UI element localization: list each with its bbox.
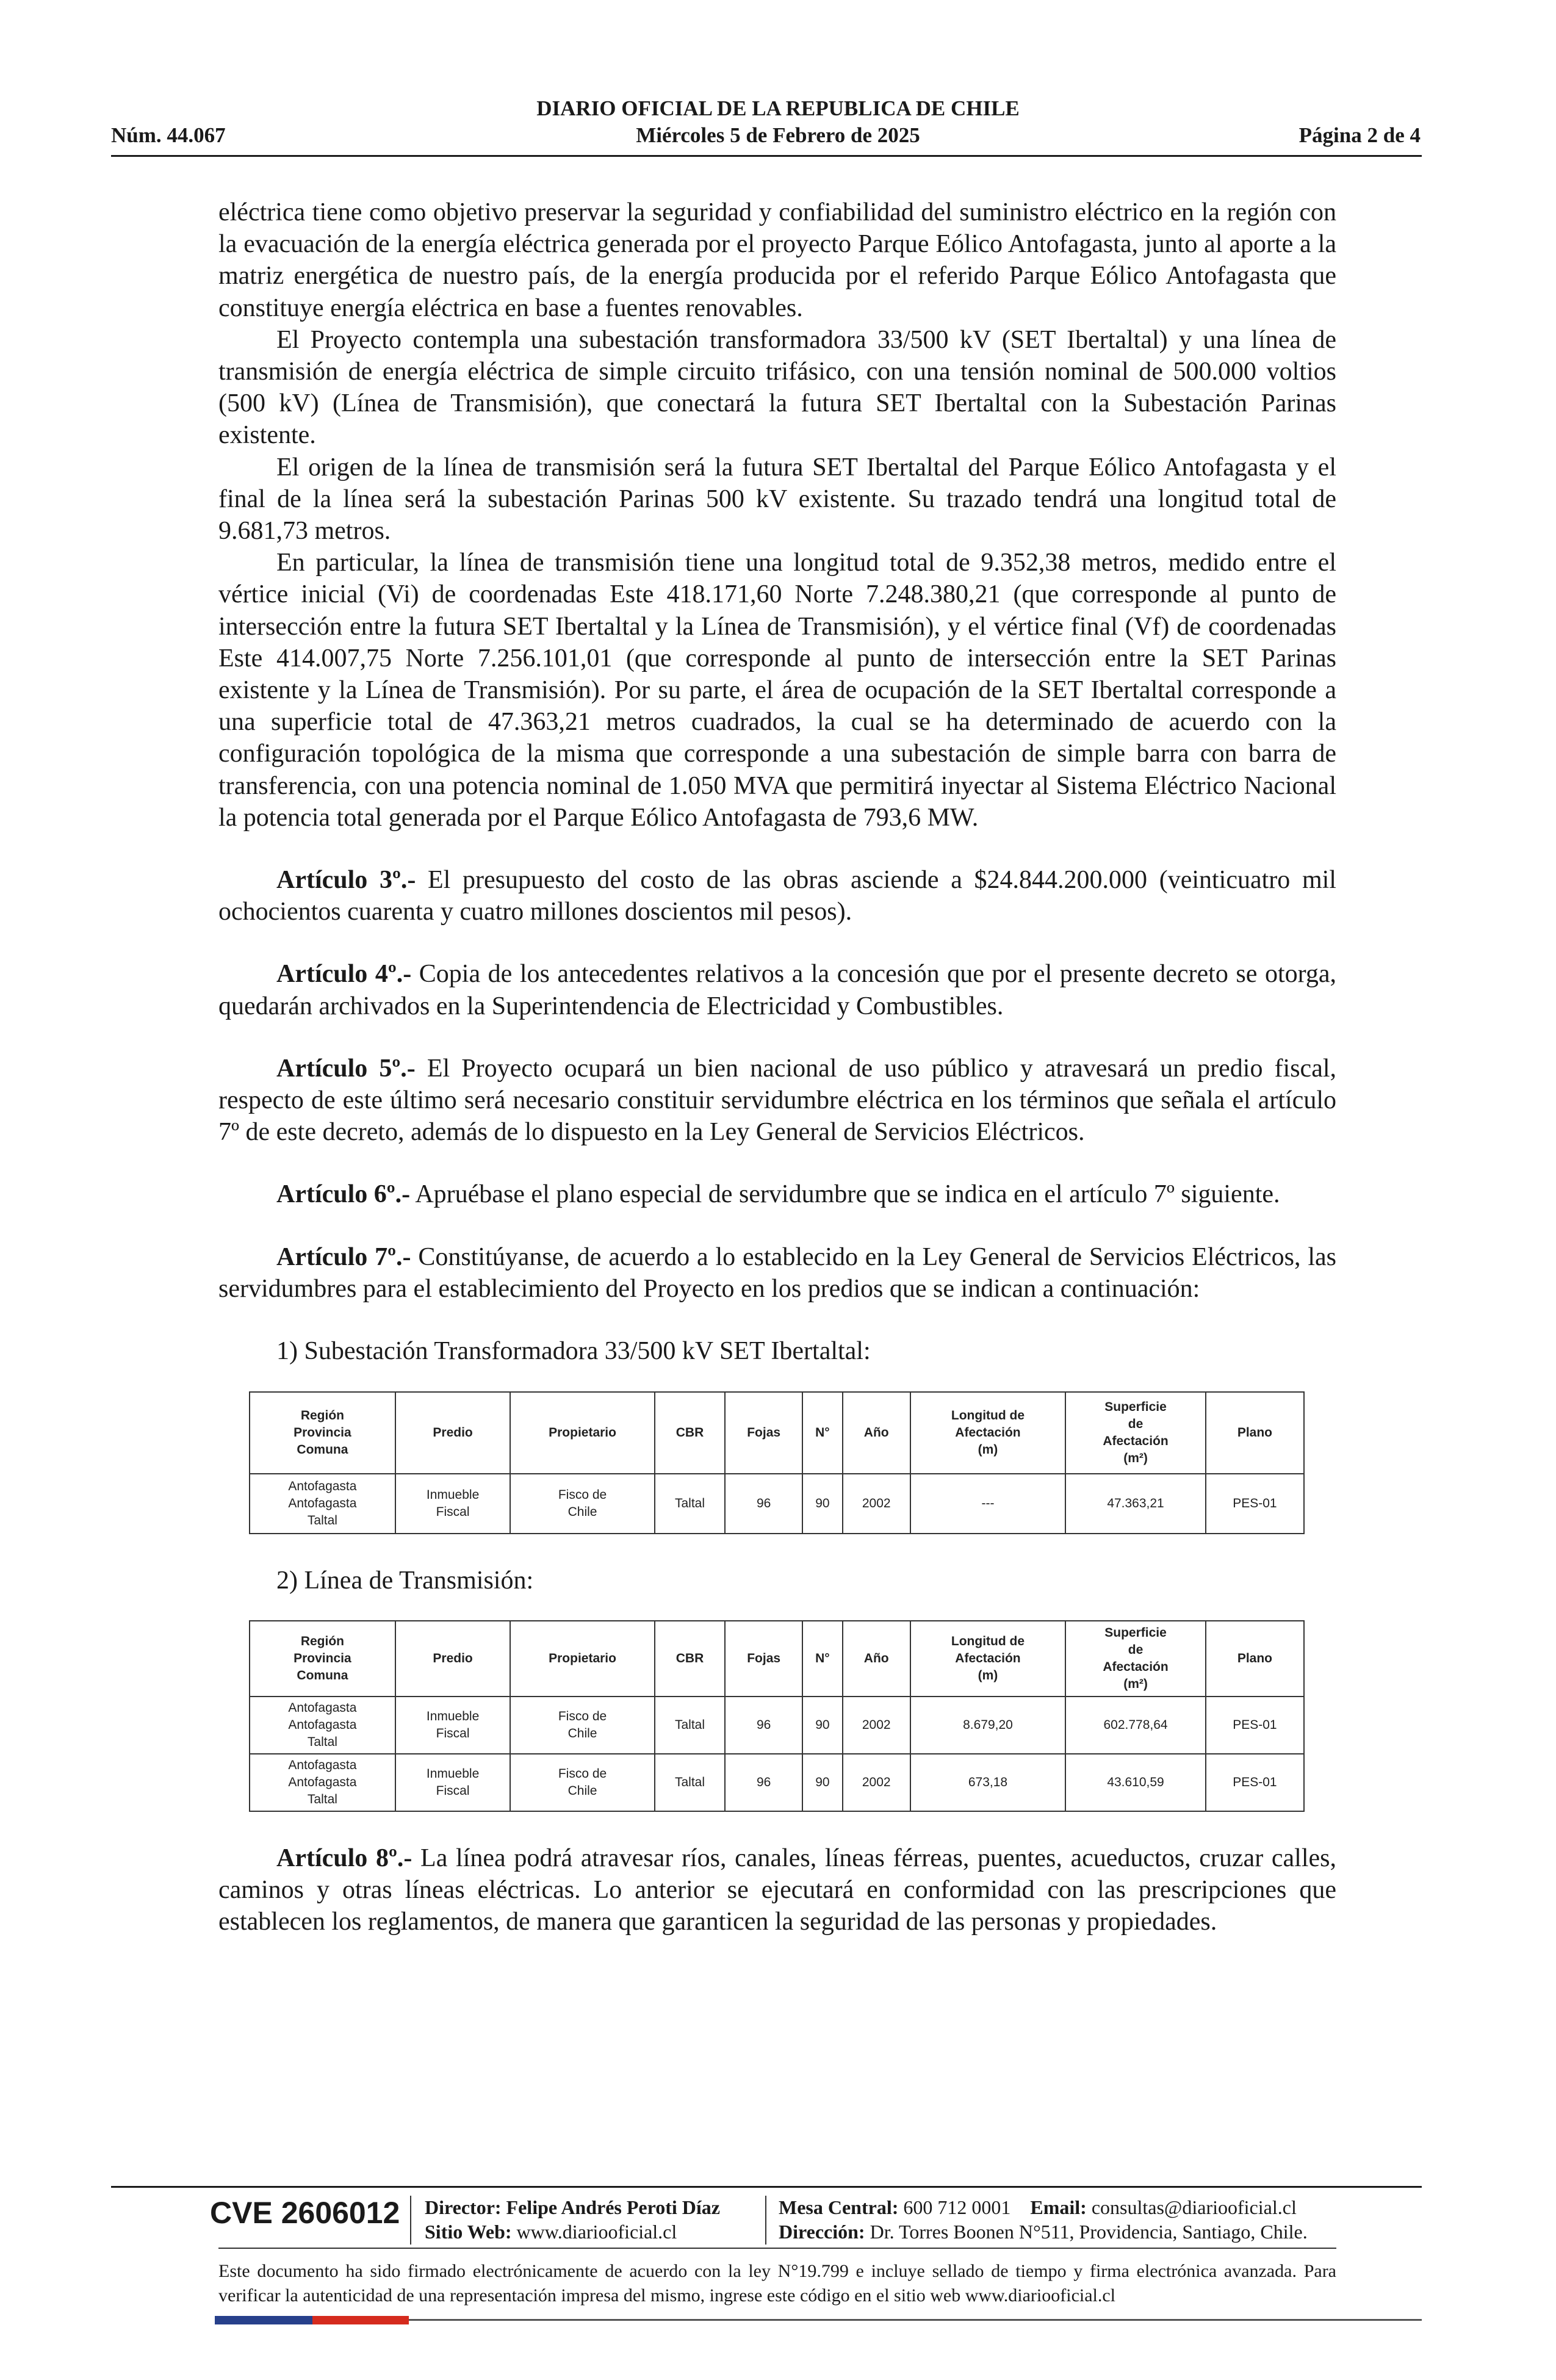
col-fojas: Fojas: [725, 1621, 802, 1697]
cell-plano: PES-01: [1206, 1697, 1304, 1754]
article-text: El presupuesto del costo de las obras asciende a $24.844.200.000 (veinticuatro mil ochocientos cuarenta y cuatro millones doscientos mil pesos).: [218, 866, 1336, 926]
flag-stripe-red: [312, 2316, 409, 2324]
header-divider: [111, 155, 1422, 157]
cell-longitud: 8.679,20: [910, 1697, 1066, 1754]
article-text: Copia de los antecedentes relativos a la concesión que por el presente decreto se otorga, quedarán archivados en la Superintendencia de Electricidad y Combustibles.: [218, 960, 1336, 1020]
cell-predio: Inmueble Fiscal: [395, 1754, 511, 1811]
cell-anio: 2002: [843, 1754, 910, 1811]
table-header-row: [250, 1392, 1304, 1474]
document-body: [218, 197, 1336, 1938]
article-5: [218, 1053, 1336, 1149]
col-superficie: Superficie de Afectación (m²): [1065, 1392, 1206, 1474]
footer-director: Director: Felipe Andrés Peroti Díaz: [425, 2196, 720, 2218]
footer-line: [409, 2319, 1422, 2321]
cell-superficie: 43.610,59: [1065, 1754, 1206, 1811]
article-text: El Proyecto ocupará un bien nacional de uso público y atravesará un predio fiscal, respecto de este último será necesario constituir servidumbre eléctrica en los términos que señala el artículo 7º de este decreto, además de lo dispuesto en la Ley General de Servicios Eléctricos.: [218, 1054, 1337, 1147]
article-4: [218, 958, 1336, 1022]
paragraph: El origen de la línea de transmisión será la futura SET Ibertaltal del Parque Eólico Antofagasta y el final de la línea será la subestación Parinas 500 kV existente. Su trazado tendrá una longitud total de 9.681,73 metros.: [218, 453, 1336, 546]
col-plano: Plano: [1206, 1621, 1304, 1697]
footer-separator: [410, 2196, 411, 2245]
cell-superficie: 602.778,64: [1065, 1697, 1206, 1754]
substation-table: [249, 1391, 1305, 1534]
cell-fojas: 96: [725, 1754, 802, 1811]
article-label: Artículo 3º.-: [276, 866, 416, 895]
table-row: [250, 1474, 1304, 1534]
col-propietario: Propietario: [510, 1621, 654, 1697]
signature-note: Este documento ha sido firmado electrónicamente de acuerdo con la ley N°19.799 e incluye sellado de tiempo y firma electrónica avanzada. Para verificar la autenticidad de una representación impresa del mismo, ingrese este código en el sitio web www.diariooficial.cl: [218, 2261, 1336, 2306]
cell-plano: PES-01: [1206, 1754, 1304, 1811]
table-2-caption: 2) Línea de Transmisión:: [276, 1567, 534, 1595]
col-cbr: CBR: [655, 1621, 725, 1697]
cell-fojas: 96: [725, 1474, 802, 1534]
paragraph: En particular, la línea de transmisión tiene una longitud total de 9.352,38 metros, medido entre el vértice inicial (Vi) de coordenadas Este 418.171,60 Norte 7.248.380,21 (que corresponde al punto de intersección entre la futura SET Ibertaltal y la Línea de Transmisión), y el vértice final (Vf) de coordenadas Este 414.007,75 Norte 7.256.101,01 (que corresponde al punto de intersección entre la SET Parinas existente y la Línea de Transmisión). Por su parte, el área de ocupación de la SET Ibertaltal corresponde a una superficie total de 47.363,21 metros cuadrados, la cual se ha determinado de acuerdo con la configuración topológica de la misma que corresponde a una subestación de simple barra con barra de transferencia, con una potencia nominal de 1.050 MVA que permitirá inyectar al Sistema Eléctrico Nacional la potencia total generada por el Parque Eólico Antofagasta de 793,6 MW.: [218, 549, 1336, 832]
col-numero: N°: [802, 1392, 843, 1474]
cell-numero: 90: [802, 1697, 843, 1754]
cell-region: Antofagasta Antofagasta Taltal: [250, 1754, 395, 1811]
footer-divider: [111, 2186, 1422, 2188]
col-region: Región Provincia Comuna: [250, 1392, 395, 1474]
issue-date: Miércoles 5 de Febrero de 2025: [636, 123, 920, 147]
col-superficie: Superficie de Afectación (m²): [1065, 1621, 1206, 1697]
article-label: Artículo 7º.-: [276, 1242, 411, 1271]
col-region: Región Provincia Comuna: [250, 1621, 395, 1697]
email-link[interactable]: consultas@diariooficial.cl: [1086, 2196, 1297, 2218]
article-label: Artículo 6º.-: [276, 1180, 411, 1209]
cell-fojas: 96: [725, 1697, 802, 1754]
cell-region: Antofagasta Antofagasta Taltal: [250, 1474, 395, 1534]
col-longitud: Longitud de Afectación (m): [910, 1621, 1066, 1697]
col-numero: N°: [802, 1621, 843, 1697]
article-label: Artículo 5º.-: [276, 1054, 416, 1083]
cell-region: Antofagasta Antofagasta Taltal: [250, 1697, 395, 1754]
footer-divider: [218, 2248, 1336, 2249]
website-link[interactable]: www.diariooficial.cl: [511, 2221, 677, 2243]
cell-propietario: Fisco de Chile: [510, 1474, 654, 1534]
paragraph: El Proyecto contempla una subestación transformadora 33/500 kV (SET Ibertaltal) y una línea de transmisión de energía eléctrica de simple circuito trifásico, con una tensión nominal de 500.000 voltios (500 kV) (Línea de Transmisión), que conectará la futura SET Ibertaltal con la Subestación Parinas existente.: [218, 325, 1336, 450]
cell-numero: 90: [802, 1754, 843, 1811]
col-cbr: CBR: [655, 1392, 725, 1474]
article-label: Artículo 8º.-: [276, 1844, 412, 1872]
article-3: [218, 864, 1336, 928]
cell-cbr: Taltal: [655, 1474, 725, 1534]
transmission-line-table: [249, 1620, 1305, 1812]
cell-superficie: 47.363,21: [1065, 1474, 1206, 1534]
col-predio: Predio: [395, 1392, 511, 1474]
table-row: [250, 1697, 1304, 1754]
footer-contact: Mesa Central: 600 712 0001 Email: consultas@diariooficial.cl: [779, 2196, 1297, 2218]
article-8: [218, 1842, 1336, 1938]
page-indicator: Página 2 de 4: [1298, 123, 1421, 147]
cell-longitud: ---: [910, 1474, 1066, 1534]
publication-title: DIARIO OFICIAL DE LA REPUBLICA DE CHILE: [536, 96, 1020, 120]
footer-separator: [765, 2196, 766, 2245]
footer-website: Sitio Web: www.diariooficial.cl: [425, 2221, 677, 2243]
article-label: Artículo 4º.-: [276, 960, 412, 989]
article-text: La línea podrá atravesar ríos, canales, líneas férreas, puentes, acueductos, cruzar calles, caminos y otras líneas eléctricas. Lo anterior se ejecutará en conformidad con las prescripciones que establecen los reglamentos, de manera que garanticen la seguridad de las personas y propiedades.: [218, 1844, 1336, 1936]
table-header-row: [250, 1621, 1304, 1697]
cell-anio: 2002: [843, 1697, 910, 1754]
cell-plano: PES-01: [1206, 1474, 1304, 1534]
cell-predio: Inmueble Fiscal: [395, 1697, 511, 1754]
cell-propietario: Fisco de Chile: [510, 1754, 654, 1811]
cell-cbr: Taltal: [655, 1754, 725, 1811]
issue-number: Núm. 44.067: [111, 123, 226, 147]
col-anio: Año: [843, 1621, 910, 1697]
cell-cbr: Taltal: [655, 1697, 725, 1754]
article-6: [218, 1178, 1336, 1210]
col-propietario: Propietario: [510, 1392, 654, 1474]
cell-longitud: 673,18: [910, 1754, 1066, 1811]
flag-stripe-blue: [215, 2316, 312, 2324]
col-predio: Predio: [395, 1621, 511, 1697]
cell-propietario: Fisco de Chile: [510, 1697, 654, 1754]
article-text: Constitúyanse, de acuerdo a lo establecido en la Ley General de Servicios Eléctricos, las servidumbres para el establecimiento del Proyecto en los predios que se indican a continuación:: [218, 1242, 1336, 1303]
footer-address: Dirección: Dr. Torres Boonen N°511, Providencia, Santiago, Chile.: [779, 2221, 1308, 2243]
cve-code: CVE 2606012: [210, 2196, 400, 2230]
article-7: [218, 1241, 1336, 1305]
table-1-caption: 1) Subestación Transformadora 33/500 kV SET Ibertaltal:: [276, 1337, 871, 1366]
col-fojas: Fojas: [725, 1392, 802, 1474]
cell-predio: Inmueble Fiscal: [395, 1474, 511, 1534]
col-longitud: Longitud de Afectación (m): [910, 1392, 1066, 1474]
col-anio: Año: [843, 1392, 910, 1474]
cell-numero: 90: [802, 1474, 843, 1534]
paragraph: eléctrica tiene como objetivo preservar la seguridad y confiabilidad del suministro eléctrico en la región con la evacuación de la energía eléctrica generada por el proyecto Parque Eólico Antofagasta, junto al aporte a la matriz energética de nuestro país, de la energía producida por el referido Parque Eólico Antofagasta que constituye energía eléctrica en base a fuentes renovables.: [218, 198, 1336, 322]
cell-anio: 2002: [843, 1474, 910, 1534]
col-plano: Plano: [1206, 1392, 1304, 1474]
table-row: [250, 1754, 1304, 1811]
article-text: Apruébase el plano especial de servidumbre que se indica en el artículo 7º siguiente.: [410, 1180, 1280, 1209]
